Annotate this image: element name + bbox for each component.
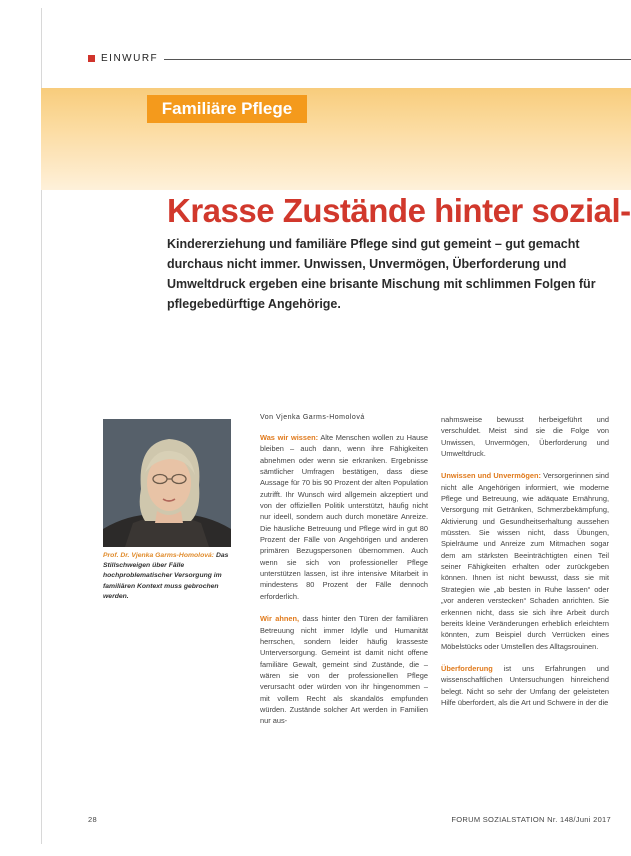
byline: Von Vjenka Garms-Homolová [260, 414, 365, 421]
portrait-caption [103, 551, 235, 602]
rubric-square-icon [88, 55, 95, 62]
paragraph-text: nahmsweise bewusst herbeigeführt und verschuldet. Meist sind sie die Folge von Unwissen, Unvermögen, Überforderung und Umweltdruck. [441, 415, 609, 459]
paragraph [441, 470, 609, 652]
issue-footer: FORUM SOZIALSTATION Nr. 148/Juni 2017 [451, 815, 611, 824]
text-column-2 [441, 414, 609, 719]
paragraph-lead-in: Was wir wissen: [260, 433, 319, 442]
paragraph-lead-in: Unwissen und Unvermögen: [441, 471, 541, 481]
author-portrait [103, 419, 231, 547]
paragraph-lead-in: Überforderung [441, 663, 493, 673]
article-lead: Kindererziehung und familiäre Pflege sind gut gemeint – gut gemacht durchaus nicht immer. Unwissen, Unvermögen, Überforderung und Umweltdruck ergeben eine brisante Mischung mit schlimmen Folgen für pflegebedürftige Angehörige. [167, 237, 596, 311]
caption-name: Prof. Dr. Vjenka Garms-Homolová: [103, 552, 215, 559]
paragraph-lead-in: Wir ahnen, [260, 614, 300, 624]
paragraph-text: ist uns Erfahrungen und wissenschaftlichen Untersuchungen hinreichend belegt. Nicht so sehr der Umfang der geleisteten Hilfe überfordert, als die Art und Schwere in der die [441, 663, 609, 707]
section-rubric [88, 51, 631, 65]
portrait-illustration [103, 419, 231, 547]
paragraph-text: dass hinter den Türen der familiären Betreuung nicht immer Idylle und Humanität herrschen, sondern leider häufig krasseste Unterversorgung. Gemeint ist damit nicht offene familiäre Gewalt, gemeint sind Zustände, die – wären sie von der professionellen Pflege verursacht oder würden von ihr hingenommen – mit vollem Recht als skandalös empfunden würden. Zustände solcher Art werden in Familien nur aus- [260, 614, 428, 726]
article-headline: Krasse Zustände hinter sozial- [167, 192, 631, 229]
paragraph [260, 432, 428, 602]
kicker-label: Familiäre Pflege [161, 99, 293, 118]
page-number: 28 [88, 815, 97, 824]
paragraph [441, 414, 609, 459]
topic-kicker [147, 95, 307, 123]
paragraph [260, 613, 428, 726]
rubric-label: EINWURF [101, 52, 159, 64]
paragraph [441, 663, 609, 708]
header-color-band [41, 88, 631, 190]
rubric-rule [164, 59, 631, 60]
paragraph-text: Versorgerinnen sind nicht alle Angehörigen informiert, wie moderne Pflege und Betreuung, wie adäquate Ernährung, Versorgung mit Getränken, Schmerzbekämpfung, Aktivierung und Gesundheitserhaltung aussehen müssten. Sie wissen nicht, dass Übungen, Spielräume und Anreize zum Mitmachen sogar dem am stärksten Beeinträchtigten einen Teil seiner Fähigkeiten erhalten oder zurückgeben können. Ihnen ist nicht bewusst, dass sie mit Strategien wie „ab besten in Ruhe lassen“ oder „vor anderen verstecken“ Schaden anrichten. Sie erkennen nicht, dass sie sich ihre Arbeit durch bereits kleine Veränderungen erheblich erleichtern könnten, zum Beispiel durch Verrücken eines Möbelstücks oder Umstellen des Alltagsrouinen. [441, 471, 609, 651]
caption-text: Das Stillschweigen über Fälle hochproblematischer Versorgung im familiären Kontext muss gebrochen werden. [103, 552, 229, 600]
paragraph-text: Alte Menschen wollen zu Hause bleiben – auch dann, wenn ihre Fähigkeiten abnehmen oder wenn sie erkranken. Ergebnisse sämtlicher Umfragen bestätigen, dass diese Aussage für 70 bis 90 Prozent der alten Population zutrifft. Ihr Wunsch wird allgemein akzeptiert und von der offiziellen Politik unterstützt, häufig nicht nur ideell, sondern auch durch monetäre Anreize. Die häusliche Betreuung und Pflege wird in gut 80 Prozent der Fälle von Angehörigen und anderen primären Bezugspersonen übernommen. Auch wenn sie sich von professioneller Pflege unterstützen lassen, ist ihre intensive Mitarbeit in mindestens 80 Prozent der Fälle dennoch erforderlich. [260, 433, 428, 601]
text-column-1 [260, 432, 428, 738]
